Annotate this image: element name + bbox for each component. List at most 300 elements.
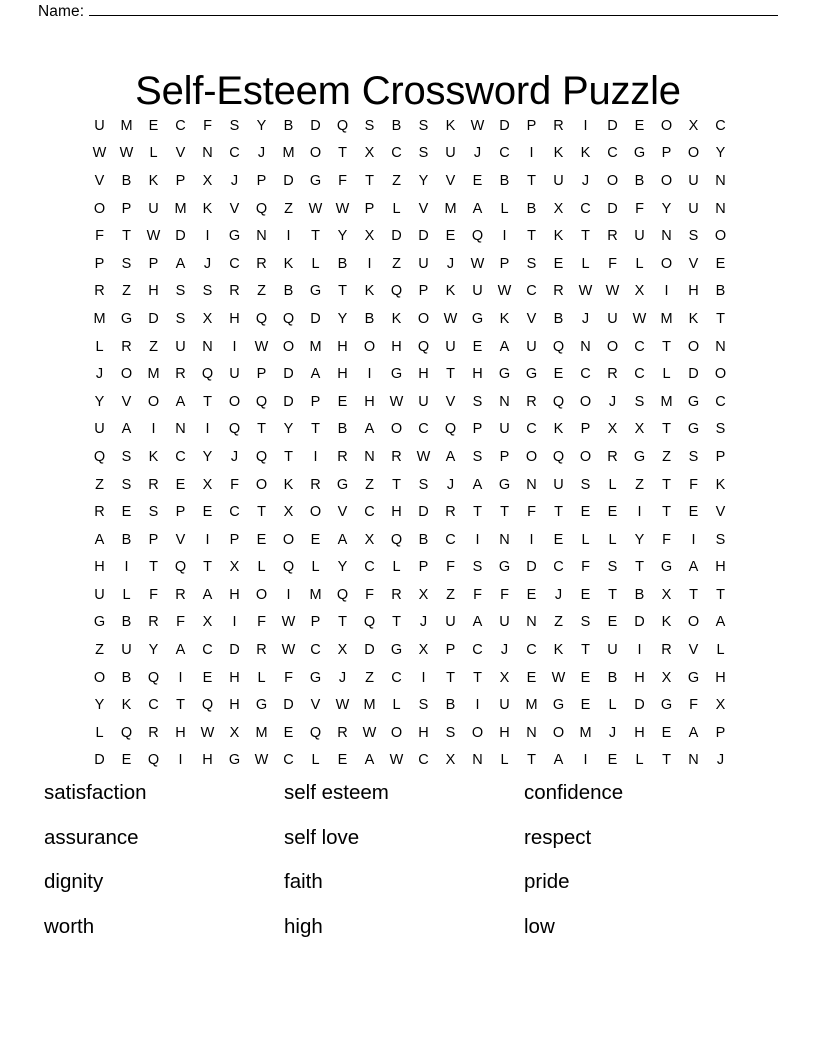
grid-cell[interactable]: E bbox=[337, 393, 348, 410]
grid-cell[interactable]: D bbox=[688, 366, 699, 383]
grid-cell[interactable]: O bbox=[255, 476, 268, 493]
grid-cell[interactable]: N bbox=[715, 200, 726, 217]
grid-cell[interactable]: M bbox=[255, 724, 268, 741]
grid-cell[interactable]: S bbox=[418, 117, 429, 134]
grid-cell[interactable]: T bbox=[527, 228, 536, 245]
grid-cell[interactable]: I bbox=[286, 586, 291, 603]
grid-cell[interactable]: M bbox=[309, 586, 322, 603]
grid-cell[interactable]: U bbox=[607, 642, 618, 659]
grid-cell[interactable]: G bbox=[498, 559, 511, 576]
grid-cell[interactable]: O bbox=[120, 366, 133, 383]
grid-cell[interactable]: S bbox=[418, 697, 429, 714]
grid-cell[interactable]: W bbox=[335, 200, 350, 217]
grid-cell[interactable]: G bbox=[390, 642, 403, 659]
grid-cell[interactable]: K bbox=[445, 117, 456, 134]
grid-cell[interactable]: V bbox=[310, 697, 321, 714]
grid-cell[interactable]: E bbox=[553, 531, 564, 548]
word-list-item[interactable]: self love bbox=[284, 825, 360, 849]
grid-cell[interactable]: C bbox=[526, 421, 537, 438]
grid-cell[interactable]: B bbox=[283, 117, 294, 134]
grid-cell[interactable]: W bbox=[443, 310, 458, 327]
grid-cell[interactable]: O bbox=[687, 614, 700, 631]
grid-cell[interactable]: R bbox=[526, 393, 537, 410]
grid-cell[interactable]: I bbox=[421, 669, 426, 686]
grid-cell[interactable]: D bbox=[94, 752, 105, 769]
grid-cell[interactable]: S bbox=[229, 117, 240, 134]
grid-cell[interactable]: A bbox=[94, 531, 105, 548]
grid-cell[interactable]: B bbox=[121, 614, 132, 631]
grid-cell[interactable]: C bbox=[553, 559, 564, 576]
grid-cell[interactable]: G bbox=[309, 283, 322, 300]
grid-cell[interactable]: S bbox=[472, 559, 483, 576]
grid-cell[interactable]: H bbox=[715, 559, 726, 576]
grid-cell[interactable]: P bbox=[472, 421, 483, 438]
grid-cell[interactable]: N bbox=[661, 228, 672, 245]
grid-cell[interactable]: L bbox=[500, 200, 509, 217]
grid-cell[interactable]: G bbox=[498, 366, 511, 383]
grid-cell[interactable]: I bbox=[367, 255, 372, 272]
grid-cell[interactable]: R bbox=[94, 504, 105, 521]
grid-cell[interactable]: I bbox=[178, 669, 183, 686]
grid-cell[interactable]: E bbox=[256, 531, 267, 548]
grid-cell[interactable]: S bbox=[526, 255, 537, 272]
grid-cell[interactable]: J bbox=[230, 448, 239, 465]
grid-cell[interactable]: L bbox=[608, 476, 617, 493]
grid-cell[interactable]: Y bbox=[337, 310, 348, 327]
grid-cell[interactable]: O bbox=[390, 421, 403, 438]
grid-cell[interactable]: H bbox=[391, 338, 402, 355]
grid-cell[interactable]: V bbox=[94, 172, 105, 189]
grid-cell[interactable]: F bbox=[257, 614, 266, 631]
grid-cell[interactable]: C bbox=[634, 338, 645, 355]
grid-cell[interactable]: B bbox=[715, 283, 726, 300]
grid-cell[interactable]: F bbox=[95, 228, 104, 245]
grid-cell[interactable]: G bbox=[309, 669, 322, 686]
word-list-item[interactable]: confidence bbox=[524, 781, 624, 804]
grid-cell[interactable]: L bbox=[392, 559, 401, 576]
grid-cell[interactable]: G bbox=[471, 310, 484, 327]
grid-cell[interactable]: E bbox=[337, 752, 348, 769]
grid-cell[interactable]: H bbox=[715, 669, 726, 686]
grid-cell[interactable]: I bbox=[664, 283, 669, 300]
grid-cell[interactable]: R bbox=[445, 504, 456, 521]
grid-cell[interactable]: V bbox=[175, 531, 186, 548]
grid-cell[interactable]: Q bbox=[552, 448, 565, 465]
grid-cell[interactable]: R bbox=[661, 642, 672, 659]
grid-cell[interactable]: U bbox=[472, 283, 483, 300]
grid-cell[interactable]: R bbox=[607, 366, 618, 383]
grid-cell[interactable]: L bbox=[581, 531, 590, 548]
grid-cell[interactable]: T bbox=[635, 559, 644, 576]
grid-cell[interactable]: T bbox=[203, 393, 212, 410]
grid-cell[interactable]: T bbox=[176, 697, 185, 714]
grid-cell[interactable]: E bbox=[553, 366, 564, 383]
grid-cell[interactable]: L bbox=[257, 669, 266, 686]
grid-cell[interactable]: V bbox=[337, 504, 348, 521]
grid-cell[interactable]: F bbox=[527, 504, 536, 521]
grid-cell[interactable]: Q bbox=[282, 310, 295, 327]
grid-cell[interactable]: O bbox=[687, 338, 700, 355]
grid-cell[interactable]: Q bbox=[552, 393, 565, 410]
grid-cell[interactable]: K bbox=[499, 310, 510, 327]
grid-cell[interactable]: I bbox=[286, 228, 291, 245]
grid-cell[interactable]: Y bbox=[148, 642, 159, 659]
grid-cell[interactable]: X bbox=[553, 200, 564, 217]
grid-cell[interactable]: B bbox=[121, 172, 132, 189]
grid-cell[interactable]: W bbox=[605, 283, 620, 300]
grid-cell[interactable]: P bbox=[175, 504, 186, 521]
grid-cell[interactable]: Z bbox=[662, 448, 671, 465]
grid-cell[interactable]: I bbox=[205, 421, 210, 438]
grid-cell[interactable]: U bbox=[418, 255, 429, 272]
grid-cell[interactable]: X bbox=[715, 697, 726, 714]
grid-cell[interactable]: N bbox=[202, 145, 213, 162]
grid-cell[interactable]: P bbox=[121, 200, 132, 217]
grid-cell[interactable]: D bbox=[283, 172, 294, 189]
grid-cell[interactable]: G bbox=[390, 366, 403, 383]
grid-cell[interactable]: B bbox=[283, 283, 294, 300]
grid-cell[interactable]: G bbox=[336, 476, 349, 493]
grid-cell[interactable]: S bbox=[580, 614, 591, 631]
grid-cell[interactable]: J bbox=[500, 642, 509, 659]
grid-cell[interactable]: U bbox=[607, 310, 618, 327]
grid-cell[interactable]: Q bbox=[552, 338, 565, 355]
grid-cell[interactable]: D bbox=[634, 614, 645, 631]
grid-cell[interactable]: P bbox=[256, 172, 267, 189]
grid-cell[interactable]: W bbox=[362, 724, 377, 741]
grid-cell[interactable]: W bbox=[335, 697, 350, 714]
grid-cell[interactable]: E bbox=[148, 117, 159, 134]
grid-cell[interactable]: Q bbox=[147, 752, 160, 769]
grid-cell[interactable]: K bbox=[148, 172, 159, 189]
grid-cell[interactable]: W bbox=[497, 283, 512, 300]
grid-cell[interactable]: F bbox=[338, 172, 347, 189]
grid-cell[interactable]: B bbox=[121, 669, 132, 686]
grid-cell[interactable]: D bbox=[229, 642, 240, 659]
grid-cell[interactable]: X bbox=[445, 752, 456, 769]
grid-cell[interactable]: G bbox=[633, 448, 646, 465]
grid-cell[interactable]: D bbox=[283, 366, 294, 383]
grid-cell[interactable]: H bbox=[202, 752, 213, 769]
grid-cell[interactable]: L bbox=[716, 642, 725, 659]
word-list-item[interactable]: respect bbox=[524, 825, 592, 849]
grid-cell[interactable]: H bbox=[418, 724, 429, 741]
grid-cell[interactable]: T bbox=[149, 559, 158, 576]
grid-cell[interactable]: S bbox=[202, 283, 213, 300]
grid-cell[interactable]: G bbox=[660, 697, 673, 714]
grid-cell[interactable]: W bbox=[470, 255, 485, 272]
grid-cell[interactable]: O bbox=[714, 366, 727, 383]
grid-cell[interactable]: E bbox=[553, 255, 564, 272]
grid-cell[interactable]: R bbox=[607, 228, 618, 245]
grid-cell[interactable]: J bbox=[716, 752, 725, 769]
grid-cell[interactable]: C bbox=[580, 366, 591, 383]
grid-cell[interactable]: Q bbox=[363, 614, 376, 631]
grid-cell[interactable]: Y bbox=[283, 421, 294, 438]
grid-cell[interactable]: H bbox=[337, 366, 348, 383]
grid-cell[interactable]: K bbox=[715, 476, 726, 493]
grid-cell[interactable]: N bbox=[526, 476, 537, 493]
grid-cell[interactable]: U bbox=[526, 338, 537, 355]
grid-cell[interactable]: E bbox=[634, 117, 645, 134]
grid-cell[interactable]: H bbox=[175, 724, 186, 741]
grid-cell[interactable]: J bbox=[608, 393, 617, 410]
grid-cell[interactable]: Y bbox=[256, 117, 267, 134]
grid-cell[interactable]: W bbox=[632, 310, 647, 327]
grid-cell[interactable]: N bbox=[715, 172, 726, 189]
grid-cell[interactable]: C bbox=[364, 559, 375, 576]
grid-cell[interactable]: E bbox=[526, 586, 537, 603]
grid-cell[interactable]: A bbox=[472, 476, 483, 493]
grid-cell[interactable]: I bbox=[502, 228, 507, 245]
grid-cell[interactable]: A bbox=[715, 614, 726, 631]
grid-cell[interactable]: F bbox=[176, 614, 185, 631]
grid-cell[interactable]: H bbox=[337, 338, 348, 355]
word-list-item[interactable]: pride bbox=[524, 870, 570, 893]
grid-cell[interactable]: H bbox=[229, 697, 240, 714]
grid-cell[interactable]: T bbox=[581, 642, 590, 659]
grid-cell[interactable]: T bbox=[662, 476, 671, 493]
grid-cell[interactable]: P bbox=[715, 448, 726, 465]
grid-cell[interactable]: T bbox=[527, 752, 536, 769]
grid-cell[interactable]: C bbox=[634, 366, 645, 383]
grid-cell[interactable]: L bbox=[257, 559, 266, 576]
grid-cell[interactable]: X bbox=[283, 504, 294, 521]
grid-cell[interactable]: K bbox=[391, 310, 402, 327]
word-list-item[interactable]: high bbox=[284, 914, 323, 938]
grid-cell[interactable]: P bbox=[526, 117, 537, 134]
grid-cell[interactable]: J bbox=[95, 366, 104, 383]
grid-cell[interactable]: L bbox=[95, 338, 104, 355]
grid-cell[interactable]: L bbox=[608, 697, 617, 714]
grid-cell[interactable]: Z bbox=[392, 255, 401, 272]
grid-cell[interactable]: X bbox=[337, 642, 348, 659]
grid-cell[interactable]: N bbox=[580, 338, 591, 355]
grid-cell[interactable]: P bbox=[418, 559, 429, 576]
grid-cell[interactable]: J bbox=[203, 255, 212, 272]
grid-cell[interactable]: G bbox=[552, 697, 565, 714]
grid-cell[interactable]: R bbox=[553, 283, 564, 300]
grid-cell[interactable]: R bbox=[148, 724, 159, 741]
grid-cell[interactable]: G bbox=[633, 145, 646, 162]
grid-cell[interactable]: T bbox=[689, 586, 698, 603]
grid-cell[interactable]: Q bbox=[120, 724, 133, 741]
grid-cell[interactable]: X bbox=[634, 421, 645, 438]
grid-cell[interactable]: Q bbox=[417, 338, 430, 355]
grid-cell[interactable]: V bbox=[526, 310, 537, 327]
grid-cell[interactable]: T bbox=[662, 752, 671, 769]
grid-cell[interactable]: F bbox=[635, 200, 644, 217]
grid-cell[interactable]: L bbox=[95, 724, 104, 741]
grid-cell[interactable]: L bbox=[311, 752, 320, 769]
grid-cell[interactable]: L bbox=[392, 697, 401, 714]
grid-cell[interactable]: T bbox=[500, 504, 509, 521]
grid-cell[interactable]: T bbox=[662, 421, 671, 438]
grid-cell[interactable]: G bbox=[687, 421, 700, 438]
grid-cell[interactable]: W bbox=[470, 117, 485, 134]
grid-cell[interactable]: O bbox=[147, 393, 160, 410]
grid-cell[interactable]: N bbox=[526, 724, 537, 741]
grid-cell[interactable]: O bbox=[660, 255, 673, 272]
grid-cell[interactable]: T bbox=[338, 614, 347, 631]
grid-cell[interactable]: R bbox=[553, 117, 564, 134]
grid-cell[interactable]: K bbox=[283, 255, 294, 272]
grid-cell[interactable]: G bbox=[255, 697, 268, 714]
grid-cell[interactable]: R bbox=[229, 283, 240, 300]
grid-cell[interactable]: K bbox=[553, 642, 564, 659]
grid-cell[interactable]: Q bbox=[147, 669, 160, 686]
grid-cell[interactable]: X bbox=[229, 724, 240, 741]
grid-cell[interactable]: U bbox=[634, 228, 645, 245]
grid-cell[interactable]: R bbox=[391, 586, 402, 603]
grid-cell[interactable]: L bbox=[500, 752, 509, 769]
grid-cell[interactable]: L bbox=[392, 200, 401, 217]
grid-cell[interactable]: I bbox=[232, 338, 237, 355]
grid-cell[interactable]: K bbox=[364, 283, 375, 300]
grid-cell[interactable]: K bbox=[148, 448, 159, 465]
grid-cell[interactable]: S bbox=[418, 145, 429, 162]
grid-cell[interactable]: B bbox=[499, 172, 510, 189]
grid-cell[interactable]: W bbox=[281, 642, 296, 659]
grid-cell[interactable]: E bbox=[526, 669, 537, 686]
grid-cell[interactable]: D bbox=[364, 642, 375, 659]
grid-cell[interactable]: P bbox=[229, 531, 240, 548]
grid-cell[interactable]: H bbox=[472, 366, 483, 383]
grid-cell[interactable]: P bbox=[499, 448, 510, 465]
grid-cell[interactable]: U bbox=[445, 338, 456, 355]
grid-cell[interactable]: E bbox=[283, 724, 294, 741]
grid-cell[interactable]: U bbox=[121, 642, 132, 659]
grid-cell[interactable]: H bbox=[499, 724, 510, 741]
grid-cell[interactable]: U bbox=[553, 172, 564, 189]
grid-cell[interactable]: J bbox=[473, 145, 482, 162]
grid-cell[interactable]: W bbox=[146, 228, 161, 245]
grid-cell[interactable]: Q bbox=[390, 531, 403, 548]
grid-cell[interactable]: B bbox=[337, 255, 348, 272]
grid-cell[interactable]: I bbox=[313, 448, 318, 465]
grid-cell[interactable]: G bbox=[228, 752, 241, 769]
grid-cell[interactable]: S bbox=[148, 504, 159, 521]
grid-cell[interactable]: O bbox=[282, 531, 295, 548]
grid-cell[interactable]: C bbox=[418, 421, 429, 438]
grid-cell[interactable]: Z bbox=[95, 476, 104, 493]
grid-cell[interactable]: A bbox=[337, 531, 348, 548]
grid-cell[interactable]: K bbox=[553, 421, 564, 438]
grid-cell[interactable]: M bbox=[93, 310, 106, 327]
grid-cell[interactable]: M bbox=[282, 145, 295, 162]
grid-cell[interactable]: V bbox=[715, 504, 726, 521]
grid-cell[interactable]: Q bbox=[390, 283, 403, 300]
grid-cell[interactable]: I bbox=[583, 117, 588, 134]
grid-cell[interactable]: U bbox=[94, 586, 105, 603]
grid-cell[interactable]: X bbox=[661, 669, 672, 686]
grid-cell[interactable]: T bbox=[311, 421, 320, 438]
grid-cell[interactable]: R bbox=[175, 586, 186, 603]
grid-cell[interactable]: E bbox=[472, 172, 483, 189]
grid-cell[interactable]: X bbox=[364, 228, 375, 245]
word-list-item[interactable]: dignity bbox=[44, 870, 104, 893]
grid-cell[interactable]: P bbox=[175, 172, 186, 189]
grid-cell[interactable]: Z bbox=[257, 283, 266, 300]
grid-cell[interactable]: J bbox=[230, 172, 239, 189]
grid-cell[interactable]: F bbox=[689, 476, 698, 493]
grid-cell[interactable]: O bbox=[93, 200, 106, 217]
grid-cell[interactable]: K bbox=[121, 697, 132, 714]
grid-cell[interactable]: J bbox=[257, 145, 266, 162]
grid-cell[interactable]: X bbox=[202, 614, 213, 631]
grid-cell[interactable]: E bbox=[175, 476, 186, 493]
grid-cell[interactable]: T bbox=[365, 172, 374, 189]
grid-cell[interactable]: U bbox=[688, 172, 699, 189]
grid-cell[interactable]: F bbox=[203, 117, 212, 134]
grid-cell[interactable]: O bbox=[687, 145, 700, 162]
grid-cell[interactable]: I bbox=[232, 614, 237, 631]
grid-cell[interactable]: S bbox=[175, 283, 186, 300]
grid-cell[interactable]: T bbox=[446, 669, 455, 686]
grid-cell[interactable]: D bbox=[391, 228, 402, 245]
grid-cell[interactable]: S bbox=[688, 228, 699, 245]
grid-cell[interactable]: C bbox=[418, 752, 429, 769]
grid-cell[interactable]: A bbox=[310, 366, 321, 383]
word-list-item[interactable]: worth bbox=[44, 914, 95, 938]
grid-cell[interactable]: C bbox=[175, 448, 186, 465]
grid-cell[interactable]: E bbox=[607, 752, 618, 769]
grid-cell[interactable]: R bbox=[607, 448, 618, 465]
grid-cell[interactable]: W bbox=[551, 669, 566, 686]
grid-cell[interactable]: I bbox=[367, 366, 372, 383]
grid-cell[interactable]: T bbox=[662, 504, 671, 521]
grid-cell[interactable]: N bbox=[256, 228, 267, 245]
grid-cell[interactable]: R bbox=[310, 476, 321, 493]
grid-cell[interactable]: B bbox=[634, 172, 645, 189]
grid-cell[interactable]: I bbox=[475, 697, 480, 714]
grid-cell[interactable]: T bbox=[554, 504, 563, 521]
grid-cell[interactable]: X bbox=[499, 669, 510, 686]
grid-cell[interactable]: H bbox=[634, 724, 645, 741]
grid-cell[interactable]: W bbox=[254, 338, 269, 355]
grid-cell[interactable]: V bbox=[445, 393, 456, 410]
grid-cell[interactable]: X bbox=[202, 476, 213, 493]
grid-cell[interactable]: X bbox=[661, 586, 672, 603]
grid-cell[interactable]: S bbox=[580, 476, 591, 493]
grid-cell[interactable]: Y bbox=[661, 200, 672, 217]
grid-cell[interactable]: H bbox=[688, 283, 699, 300]
grid-cell[interactable]: U bbox=[499, 421, 510, 438]
grid-cell[interactable]: R bbox=[121, 338, 132, 355]
grid-cell[interactable]: X bbox=[607, 421, 618, 438]
grid-cell[interactable]: Y bbox=[418, 172, 429, 189]
grid-cell[interactable]: O bbox=[309, 504, 322, 521]
grid-cell[interactable]: Y bbox=[94, 697, 105, 714]
grid-cell[interactable]: M bbox=[660, 393, 673, 410]
grid-cell[interactable]: S bbox=[472, 393, 483, 410]
grid-cell[interactable]: E bbox=[472, 338, 483, 355]
grid-cell[interactable]: X bbox=[418, 586, 429, 603]
grid-cell[interactable]: R bbox=[337, 724, 348, 741]
grid-cell[interactable]: F bbox=[230, 476, 239, 493]
grid-cell[interactable]: L bbox=[608, 531, 617, 548]
grid-cell[interactable]: H bbox=[391, 504, 402, 521]
grid-cell[interactable]: U bbox=[418, 393, 429, 410]
grid-cell[interactable]: O bbox=[579, 448, 592, 465]
grid-cell[interactable]: G bbox=[93, 614, 106, 631]
grid-cell[interactable]: H bbox=[148, 283, 159, 300]
grid-cell[interactable]: U bbox=[148, 200, 159, 217]
grid-cell[interactable]: W bbox=[389, 752, 404, 769]
grid-cell[interactable]: H bbox=[229, 310, 240, 327]
grid-cell[interactable]: L bbox=[149, 145, 158, 162]
grid-cell[interactable]: C bbox=[391, 145, 402, 162]
